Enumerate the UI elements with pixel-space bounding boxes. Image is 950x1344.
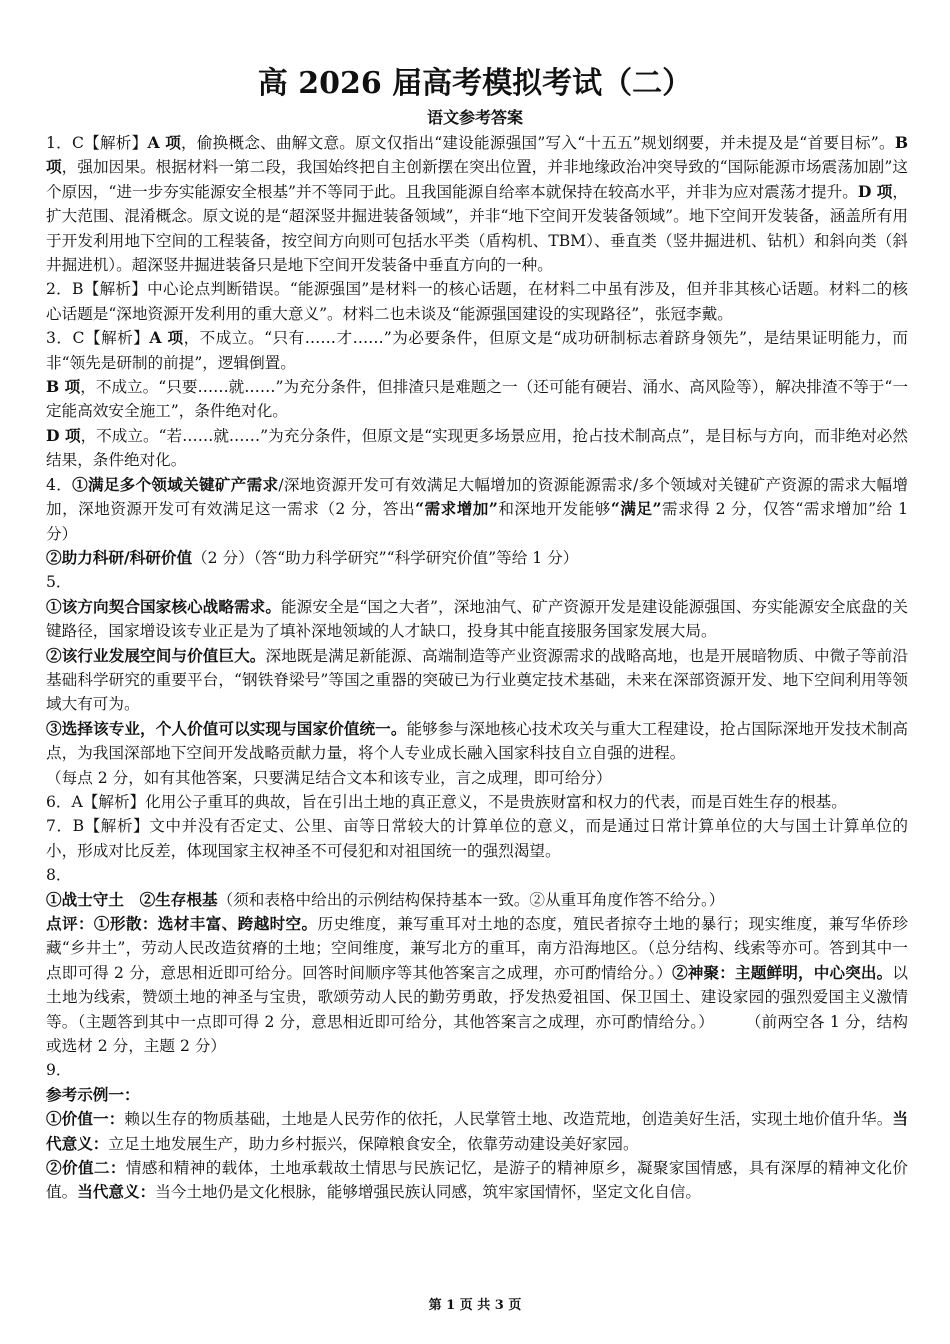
- answer-3-d: D 项，不成立。“若……就……”为充分条件，但原文是“实现更多场景应用，抢占技术制高点”，是目标与方向，而非绝对必然结果，条件绝对化。: [46, 425, 909, 470]
- answer-9-value-2: ②价值二：情感和精神的载体，土地承载故土情思与民族记忆，是游子的精神原乡，凝聚家国情感，具有深厚的精神文化价值。当代意义：当今土地仍是文化根脉，能够增强民族认同感，筑牢家国情怀，坚定文化自信。: [46, 1158, 908, 1202]
- answer-2: 2．B【解析】中心论点判断错误。“能源强国”是材料一的核心话题，在材料二中虽有涉及，但并非其核心话题。材料二的核心话题是“深地资源开发利用的重大意义”。材料二也未谈及“能源强国建设的实现路径”，张冠李戴。: [46, 280, 908, 323]
- answer-3-b: B 项，不成立。“只要……就……”为充分条件，但排渣只是难题之一（还可能有硬岩、涌水、高风险等），解决排渣不等于“一定能高效安全施工”，条件绝对化。: [46, 377, 908, 421]
- answer-content: [46, 131, 908, 1205]
- answer-5-note: （每点 2 分，如有其他答案，只要满足结合文本和该专业，言之成理，即可给分）: [46, 768, 612, 787]
- answer-1: 1．C【解析】A 项，偷换概念、曲解文意。原文仅指出“建设能源强国”写入“十五五”规划纲要，并未提及是“首要目标”。B 项，强加因果。根据材料一第二段，我国始终把自主创新摆在突出位置，并非地缘政治冲突导致的“国际能源市场震荡加剧”这个原因，“进一步夯实能源安全根基”并不等同于此。且我国能源自给率本就保持在较高水平，并非为应对震荡才提升。D 项，扩大范围、混淆概念。原文说的是“超深竖井掘进装备领域”，并非“地下空间开发装备领域”。地下空间开发装备，涵盖所有用于开发利用地下空间的工程装备，按空间方向则可包括水平类（盾构机、TBM）、垂直类（竖井掘进机、钻机）和斜向类（斜井掘进机）。超深竖井掘进装备只是地下空间开发装备中垂直方向的一种。: [46, 133, 909, 275]
- answer-9-example-heading: 参考示例一：: [46, 1084, 140, 1104]
- answer-4-point-2: ②助力科研/科研价值（2 分）（答“助力科学研究”“科学研究价值”等给 1 分）: [46, 547, 579, 567]
- answer-3: 3．C【解析】A 项，不成立。“只有……才……”为必要条件，但原文是“成功研制标志着跻身领先”，是结果证明能力，而非“领先是研制的前提”，逻辑倒置。: [46, 328, 908, 372]
- page-number: 第 1 页 共 3 页: [428, 1298, 522, 1313]
- page-subtitle: 语文参考答案: [426, 108, 523, 127]
- answer-8-blanks: ①战士守土 ②生存根基（须和表格中给出的示例结构保持基本一致。②从重耳角度作答不给分。）: [46, 889, 725, 909]
- answer-5-number: 5．: [46, 573, 72, 592]
- answer-5-point-2: ②该行业发展空间与价值巨大。深地既是满足新能源、高端制造等产业资源需求的战略高地，也是开展暗物质、中微子等前沿基础科学研究的重要平台，“钢铁脊梁号”等国之重器的突破已为行业奠定技术基础，未来在深部资源开发、地下空间利用等领域大有可为。: [46, 645, 908, 714]
- answer-8-number: 8．: [46, 866, 72, 885]
- answer-9-value-1: ①价值一：赖以生存的物质基础，土地是人民劳作的依托，人民掌管土地、改造荒地，创造美好生活，实现土地价值升华。当代意义：立足土地发展生产，助力乡村振兴，保障粮食安全，依靠劳动建设美好家园。: [46, 1109, 908, 1153]
- answer-9-number: 9．: [46, 1061, 72, 1080]
- answer-7: 7．B【解析】文中并没有否定丈、公里、亩等日常较大的计算单位的意义，而是通过日常计算单位的大与国土计算单位的小，形成对比反差，体现国家主权神圣不可侵犯和对祖国统一的强烈渴望。: [46, 817, 908, 860]
- answer-8-comment: 点评：①形散：选材丰富、跨越时空。历史维度，兼写重耳对土地的态度，殖民者掠夺土地的暴行；现实维度，兼写华侨珍藏“乡井土”，劳动人民改造贫瘠的土地；空间维度，兼写北方的重耳，南方沿海地区。（总分结构、线索等亦可。答到其中一点即可得 2 分，意思相近即可给分。回答时间顺序等其他答案言之成理，亦可酌情给分。）②神聚：主题鲜明，中心突出。以土地为线索，赞颂土地的神圣与宝贵，歌颂劳动人民的勤劳勇敢，抒发热爱祖国、保卫国土、建设家园的强烈爱国主义激情等。（主题答到其中一点即可得 2 分，意思相近即可给分，其他答案言之成理，亦可酌情给分。） （前两空各 1 分，结构或选材 2 分，主题 2 分）: [46, 914, 908, 1056]
- answer-4: 4．①满足多个领域关键矿产需求/深地资源开发可有效满足大幅增加的资源能源需求/多个领域对关键矿产资源的需求大幅增加，深地资源开发可有效满足这一需求（2 分，答出“需求增加”和深地开发能够“满足”需求得 2 分，仅答“需求增加”给 1 分）: [46, 474, 909, 543]
- answer-6: 6．A【解析】化用公子重耳的典故，旨在引出土地的真正意义，不是贵族财富和权力的代表，而是百姓生存的根基。: [46, 792, 847, 811]
- page-title: 高 2026 届高考模拟考试（二）: [257, 66, 693, 101]
- answer-5-point-3: ③选择该专业，个人价值可以实现与国家价值统一。能够参与深地核心技术攻关与重大工程建设，抢占国际深地开发技术制高点，为我国深部地下空间开发战略贡献力量，将个人专业成长融入国家科技自立自强的进程。: [46, 718, 908, 763]
- answer-5-point-1: ①该方向契合国家核心战略需求。能源安全是“国之大者”，深地油气、矿产资源开发是建设能源强国、夯实能源安全底盘的关键路径，国家增设该专业正是为了填补深地领域的人才缺口，投身其中能直接服务国家发展大局。: [46, 596, 908, 641]
